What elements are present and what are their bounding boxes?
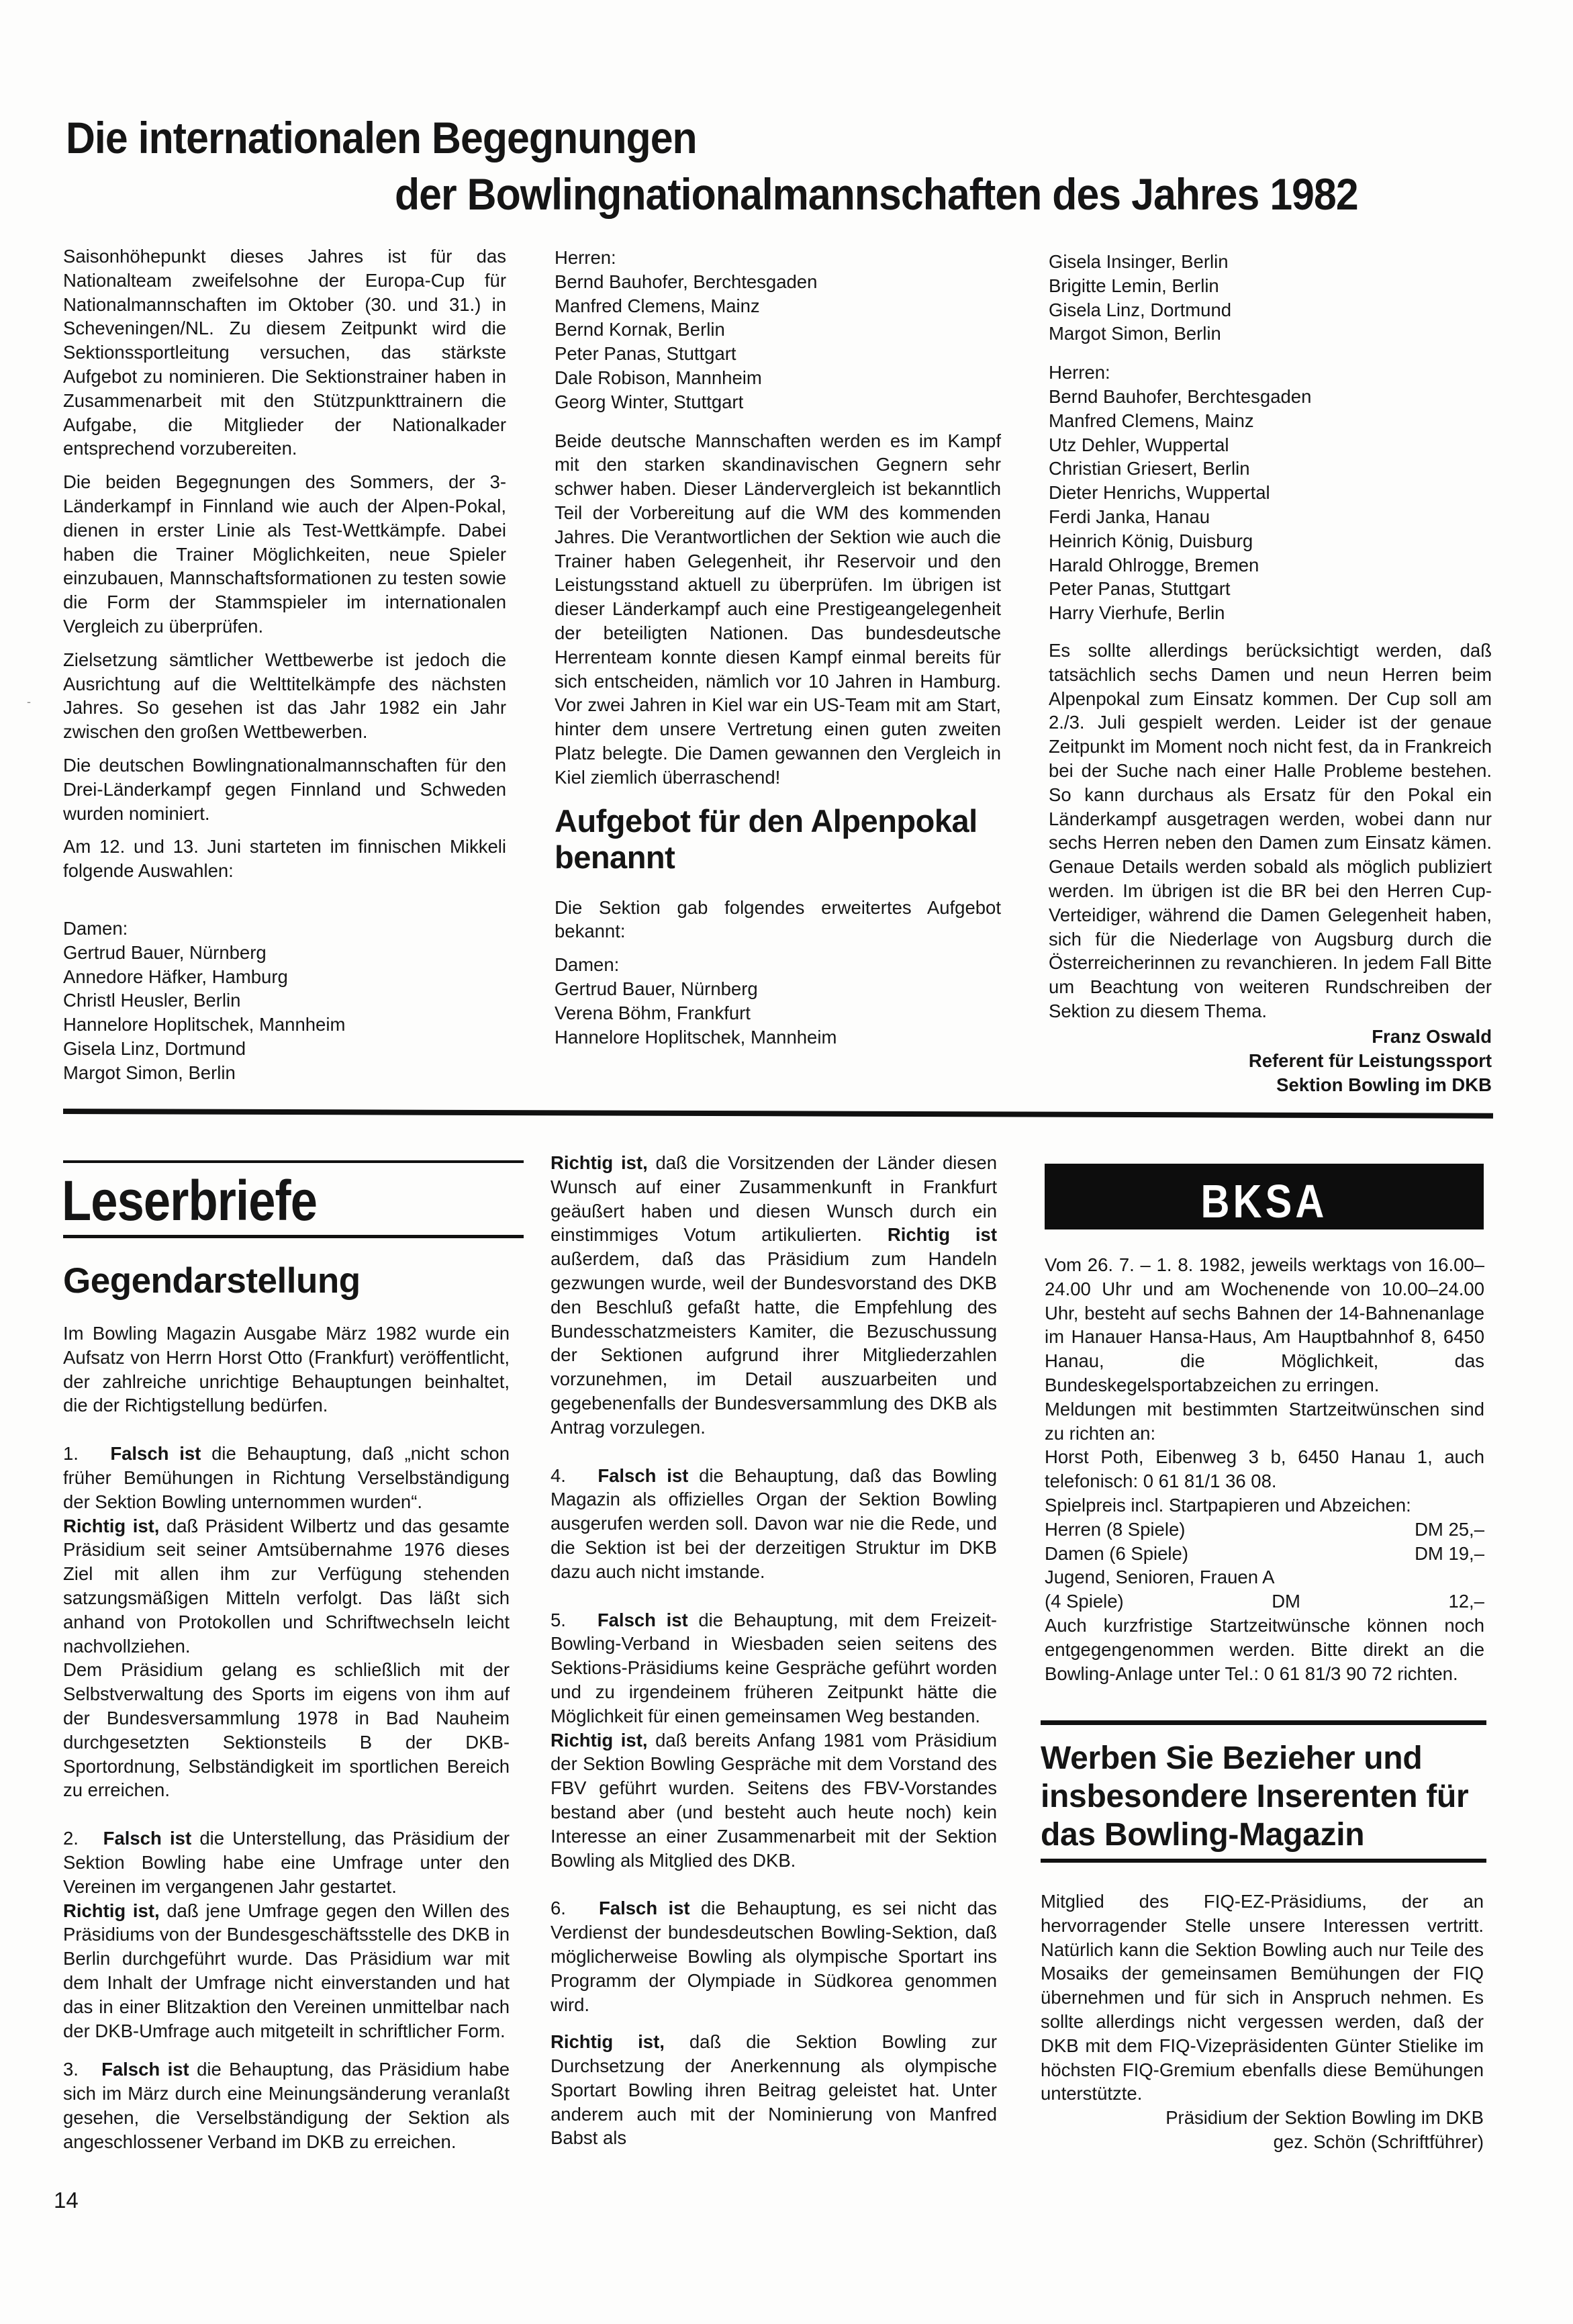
scan-mark: - [27,695,31,708]
paragraph: Saisonhöhepunkt dieses Jahres ist für das Nationalteam zweifelsohne der Europa-Cup für Nationalmannschaften im Oktober (30. und 31.) in Scheveningen/NL. Zu diesem Zeitpunkt wird die Sektionssportleitung versuchen, das stärkste Aufgebot zu nominieren. Die Sektionstrainer haben in Zusammenarbeit mit den Stützpunkttrainern die Aufgabe, die Mitglieder der Nationalkader entsprechend vorzubereiten. [63,246,506,459]
subheading-alpenpokal: Aufgebot für den Alpenpokal benannt [555,802,978,875]
list-item: Gisela Linz, Dortmund [63,1037,246,1059]
price-value: 12,– [1448,1591,1484,1612]
list-item: Dieter Henrichs, Wuppertal [1049,482,1270,504]
correction-6 [551,2030,997,2150]
claim-4 [551,1464,997,1584]
falsch-label: Falsch ist [598,1465,689,1486]
list-label: Damen: [63,917,128,939]
list-item: Manfred Clemens, Mainz [1049,410,1254,431]
claim-text: die Behauptung, das Präsidium habe sich im März durch eine Meinungsänderung veranlaßt gesehen, die Verselbständigung der Sektion als angeschlossener Verband im DKB zu erreichen. [63,2059,510,2152]
herren-list-finnland [555,246,1001,414]
list-item: Christl Heusler, Berlin [63,990,241,1011]
claim-number: 5. [551,1609,566,1630]
price-label: Herren (8 Spiele) [1045,1518,1186,1540]
claim-1 [63,1442,510,1514]
author-org: Sektion Bowling im DKB [1276,1074,1492,1095]
bksa-banner [1045,1164,1484,1229]
signature-line-2: gez. Schön (Schriftführer) [1273,2131,1484,2153]
author-name: Franz Oswald [1372,1025,1492,1047]
leserbriefe-rule-top [63,1160,524,1163]
list-item: Bernd Bauhofer, Berchtesgaden [1049,385,1312,407]
werben-rule-top [1041,1720,1486,1725]
list-item: Hannelore Hoplitschek, Mannheim [63,1014,346,1035]
heading-gegendarstellung: Gegendarstellung [63,1261,361,1301]
article-column-2 [555,246,1001,1058]
correction-text: daß jene Umfrage gegen den Willen des Präsidiums von der Bundesgeschäftsstelle des DKB in Berlin durchgeführt wurde. Das Präsidium war mit dem Inhalt der Umfrage nicht einverstanden und hat das in einer Blitzaktion den Vereinen unmittelbar nach der DKB-Umfrage auch mitgeteilt in schriftlicher Form. [63,1900,510,2041]
heading-werben: Werben Sie Bezieher und insbesondere Inserenten für das Bowling-Magazin [1041,1740,1469,1853]
claim-6 [551,1896,997,2016]
price-row [1045,1542,1484,1566]
correction-text: daß bereits Anfang 1981 vom Präsidium der Sektion Bowling Gespräche mit dem Vorstand des FBV geführt wurden. Seitens des FBV-Vorstandes bestand aber (und besteht auch heute noch) kein Interesse an einer Zusammenarbeit mit der Sektion Bowling als Mitglied des DKB. [551,1729,998,1871]
author-role: Referent für Leistungssport [1248,1050,1492,1071]
list-item: Dale Robison, Mannheim [555,367,762,388]
list-label: Damen: [555,954,620,976]
paragraph: Die Sektion gab folgendes erweitertes Aufgebot bekannt: [555,896,1001,942]
list-item: Gertrud Bauer, Nürnberg [555,978,758,999]
claim-5 [551,1608,997,1728]
claim-number: 1. [63,1443,79,1465]
price-label: Jugend, Senioren, Frauen A [1045,1567,1275,1588]
paragraph: Beide deutsche Mannschaften werden es im Kampf mit den starken skandinavischen Gegnern sehr schwer haben. Dieser Ländervergleich ist bekanntlich Teil der Vorbereitung auf die WM des kommenden Jahres. Die Verantwortlichen der Sektion wie auch die Trainer haben Gelegenheit, ihr Reservoir und den Leistungsstand aktuell zu überprüfen. Im übrigen ist dieser Länderkampf auch eine Prestigeangelegenheit der beteiligten Nationen. Das bundesdeutsche Herrenteam konnte diesen Kampf einmal bereits für sich entscheiden, nämlich vor 10 Jahren in Hamburg. Vor zwei Jahren in Kiel war ein US-Team mit am Start, hinter dem unsere Vertretung einen guten zweiten Platz belegte. Die Damen gewannen den Vergleich in Kiel ziemlich überraschend! [555,430,1001,788]
claim-number: 3. [63,2059,79,2080]
section-title-leserbriefe: Leserbriefe [62,1169,318,1232]
falsch-label: Falsch ist [101,2059,189,2080]
falsch-label: Falsch ist [599,1898,690,1919]
list-item: Annedore Häfker, Hamburg [63,966,288,987]
paragraph: Zielsetzung sämtlicher Wettbewerbe ist jedoch die Ausrichtung auf die Welttitelkämpfe des nächsten Jahres. So gesehen ist das Jahr 1982 ein Jahr zwischen den großen Wettbewerben. [63,649,506,743]
list-item: Gertrud Bauer, Nürnberg [63,941,267,963]
list-item: Margot Simon, Berlin [63,1062,236,1083]
article-column-1 [63,244,506,1095]
paragraph: Mitglied des FIQ-EZ-Präsidiums, der an hervorragender Stelle unsere Interessen vertritt. Natürlich kann die Sektion Bowling auch nur Teile des Mosaiks der gemeinsamen Bemühungen der FIQ übernehmen und für sich in Anspruch nehmen. Es sollte allerdings nicht vergessen werden, daß der DKB mit dem FIQ-Vizepräsidenten Günter Stielike im höchsten FIQ-Gremium ebenfalls diese Bemühungen unterstützte. [1041,1891,1484,2104]
list-label: Herren: [555,247,616,268]
list-item: Harald Ohlrogge, Bremen [1049,554,1259,575]
claim-number: 6. [551,1898,566,1919]
list-item: Peter Panas, Stuttgart [555,343,736,365]
claim-text: die Behauptung, daß das Bowling Magazin als offizielles Organ der Sektion Bowling ausgerufen werden soll. Davon war nie die Rede, und die Sektion ist bei der derzeitigen Struktur im DKB dazu auch nicht imstande. [551,1465,998,1582]
richtig-label: Richtig ist [887,1224,997,1246]
list-item: Peter Panas, Stuttgart [1049,578,1231,600]
claim-3 [63,2057,510,2153]
correction-text: daß die Vorsitzenden der Länder diesen Wunsch auf einer Zusammenkunft in Frankfurt geäußert haben und diesen Wunsch durch ein einstimmiges Votum artikulierten. [551,1152,997,1246]
price-row [1045,1589,1484,1614]
list-item: Christian Griesert, Berlin [1049,458,1250,479]
paragraph: Die beiden Begegnungen des Sommers, der 3-Länderkampf in Finnland wie auch der Alpen-Pokal, dienen in erster Linie als Test-Wettkämpfe. Dabei haben die Trainer Möglichkeiten, neue Spieler einzubauen, Mannschaftsformationen zu testen sowie die Form der Stammspieler im internationalen Vergleich zu überprüfen. [63,471,506,637]
herren-list-alpenpokal [1049,361,1492,625]
section-divider [63,1109,1493,1119]
damen-list-alpenpokal [555,953,1001,1049]
bksa-title: BKSA [1200,1175,1328,1227]
correction-text: außerdem, daß das Präsidium zum Handeln gezwungen wurde, weil der Bundesvorstand des DKB den Beschluß gefaßt hatte, die Empfehlung des Bundesschatzmeisters Kamiter, die Bezuschussung der Sektionen aufgrund ihrer Mitgliederzahlen vorzunehmen, im Detail auszuarbeiten und gegebenenfalls der Bundesversammlung des DKB als Antrag vorzulegen. [551,1248,997,1438]
claim-number: 4. [551,1465,566,1486]
paragraph: Es sollte allerdings berücksichtigt werden, daß tatsächlich sechs Damen und neun Herren beim Alpenpokal zum Einsatz kommen. Der Cup soll am 2./3. Juli gespielt werden. Leider ist der genaue Zeitpunkt im Moment noch nicht fest, da in Frankreich bei der Suche nach einer Halle Probleme bestehen. So kann durchaus als Ersatz für den Pokal ein Länderkampf ausgetragen werden, wobei dann nur sechs Herren neben den Damen zum Einsatz kämen. Genaue Details werden sobald als möglich publiziert werden. Im übrigen ist die BR bei den Herren Cup-Verteidiger, während die Damen Gelegenheit haben, sich für die Niederlage von Augsburg durch die Österreicherinnen zu revanchieren. In jedem Fall Bitte um Beachtung von weiteren Rundschreiben der Sektion zu diesem Thema. [1049,639,1492,1021]
list-item: Heinrich König, Duisburg [1049,530,1253,551]
paragraph: Auch kurzfristige Startzeitwünsche können noch entgegengenommen werden. Bitte direkt an die Bowling-Anlage unter Tel.: 0 61 81/3 90 72 richten. [1045,1614,1484,1684]
damen-list-alpenpokal-cont [1049,250,1492,346]
list-label: Herren: [1049,362,1110,383]
falsch-label: Falsch ist [103,1828,192,1849]
falsch-label: Falsch ist [110,1443,201,1465]
bksa-column [1045,1253,1484,1695]
contact-address: Horst Poth, Eibenweg 3 b, 6450 Hanau 1, auch telefonisch: 0 61 81/1 36 08. [1045,1446,1484,1492]
price-label: (4 Spiele) [1045,1591,1124,1612]
list-item: Bernd Kornak, Berlin [555,319,725,340]
list-item: Gisela Linz, Dortmund [1049,299,1232,320]
correction-text: daß die Sektion Bowling zur Durchsetzung der Anerkennung als olympische Sportart Bowling ihren Beitrag geleistet hat. Unter anderem auch mit der Nominierung von Manfred Babst als [551,2031,998,2149]
paragraph: Spielpreis incl. Startpapieren und Abzeichen: [1045,1494,1411,1516]
price-value: DM 19,– [1415,1542,1484,1564]
correction-3 [551,1151,997,1440]
werben-rule-bottom [1041,1859,1486,1863]
list-item: Verena Böhm, Frankfurt [555,1002,751,1023]
damen-list-finnland [63,917,506,1085]
list-item: Gisela Insinger, Berlin [1049,251,1229,272]
price-value: DM 25,– [1415,1518,1484,1540]
richtig-label: Richtig ist, [551,1152,648,1173]
leserbriefe-column-1 [63,1261,510,2164]
paragraph: Dem Präsidium gelang es schließlich mit der Selbstverwaltung des Sports im eigens von ihm auf der Bundesversammlung 1978 in Bad Nauheim durchgesetzten Sektionsteils B der DKB-Sportordnung, Selbständigkeit im sportlichen Bereich zu erreichen. [63,1659,510,1801]
list-item: Harry Vierhufe, Berlin [1049,602,1225,624]
paragraph: Vom 26. 7. – 1. 8. 1982, jeweils werktags von 16.00–24.00 Uhr und am Wochenende von 10.00–24.00 Uhr, besteht auf sechs Bahnen der 14-Bahnenanlage im Hanauer Hansa-Haus, Am Hauptbahnhof 8, 6450 Hanau, die Möglichkeit, das Bundeskegelsportabzeichen zu erringen. [1045,1254,1484,1395]
paragraph: Im Bowling Magazin Ausgabe März 1982 wurde ein Aufsatz von Herrn Horst Otto (Frankfurt) veröffentlicht, der zahlreiche unrichtige Behauptungen beinhaltet, die der Richtigstellung bedürfen. [63,1323,510,1416]
list-item: Ferdi Janka, Hanau [1049,506,1210,527]
claim-2 [63,1826,510,1898]
list-item: Utz Dehler, Wuppertal [1049,434,1229,455]
claim-text: die Unterstellung, das Präsidium der Sektion Bowling habe eine Umfrage unter den Vereinen im vergangenen Jahr gestartet. [63,1828,510,1897]
list-item: Brigitte Lemin, Berlin [1049,275,1219,296]
richtig-label: Richtig ist, [63,1900,160,1921]
list-item: Bernd Bauhofer, Berchtesgaden [555,271,818,292]
list-item: Georg Winter, Stuttgart [555,391,744,412]
list-item: Manfred Clemens, Mainz [555,295,760,316]
page-number: 14 [54,2188,79,2213]
correction-2 [63,1899,510,2043]
leserbriefe-rule-bottom [63,1235,524,1238]
signature-line-1: Präsidium der Sektion Bowling im DKB [1165,2107,1484,2129]
richtig-label: Richtig ist, [63,1515,160,1536]
claim-text: die Behauptung, mit dem Freizeit-Bowling-Verband in Wiesbaden seien seitens des Sektions-Präsidiums keine Gespräche geführt worden und zu irgendeinem früheren Zeitpunkt hätte die Möglichkeit für einen gemeinsamen Weg bestanden. [551,1609,998,1726]
leserbriefe-column-2 [551,1151,997,2159]
correction-5 [551,1728,997,1873]
list-item: Hannelore Hoplitschek, Mannheim [555,1026,837,1048]
richtig-label: Richtig ist, [551,1729,648,1751]
price-label: Damen (6 Spiele) [1045,1542,1188,1564]
article-title-line-1: Die internationalen Begegnungen [66,113,697,162]
paragraph: Meldungen mit bestimmten Startzeitwünschen sind zu richten an: [1045,1398,1484,1444]
article-column-3 [1049,250,1492,1097]
list-item: Margot Simon, Berlin [1049,323,1221,344]
claim-number: 2. [63,1828,79,1849]
paragraph: Am 12. und 13. Juni starteten im finnischen Mikkeli folgende Auswahlen: [63,836,506,882]
falsch-label: Falsch ist [597,1609,688,1630]
werben-column [1041,1890,1484,2154]
correction-text: daß Präsident Wilbertz und das gesamte Präsidium seit seiner Amtsübernahme 1976 dieses Ziel mit allen ihm zur Verfügung stehenden satzungsmäßigen Mitteln verfolgt. Das läßt sich anhand von Protokollen und Schriftwechseln leicht nachvollziehen. [63,1515,510,1657]
price-row [1045,1518,1484,1542]
price-currency: DM [1272,1591,1300,1612]
paragraph: Die deutschen Bowlingnationalmannschaften für den Drei-Länderkampf gegen Finnland und Schweden wurden nominiert. [63,754,506,824]
richtig-label: Richtig ist, [551,2031,665,2053]
claim-text: die Behauptung, daß „nicht schon früher Bemühungen in Richtung Verselbständigung der Sektion Bowling unternommen wurden“. [63,1443,510,1512]
claim-text: die Behauptung, es sei nicht das Verdienst der bundesdeutschen Bowling-Sektion, daß möglicherweise Bowling als olympische Sportart ins Programm der Olympiade in Südkorea genommen wird. [551,1898,998,2015]
correction-1 [63,1514,510,1659]
article-title-line-2: der Bowlingnationalmannschaften des Jahres 1982 [395,169,1358,219]
